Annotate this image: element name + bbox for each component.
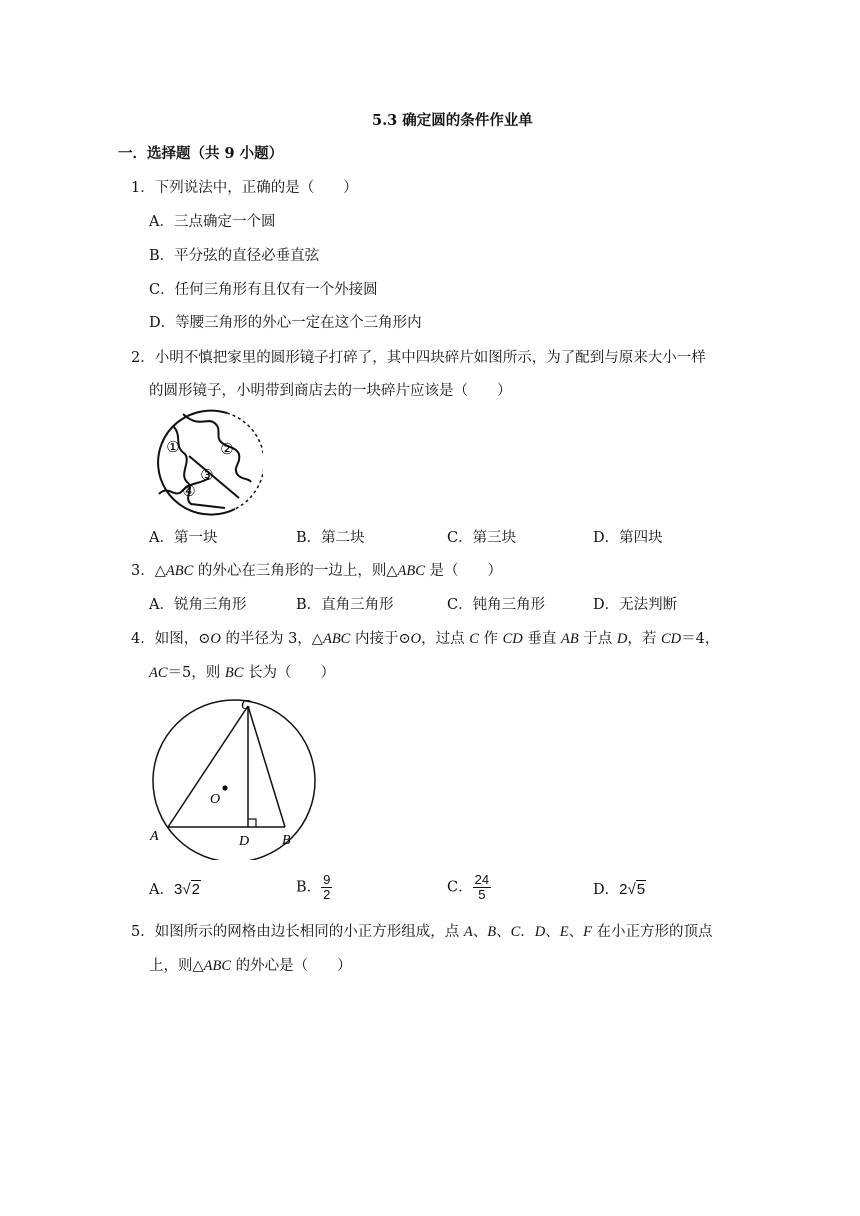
triangle-name: ABC bbox=[165, 563, 194, 579]
text-segment: ，若 bbox=[627, 631, 662, 647]
fragment-label-3: ③ bbox=[200, 468, 214, 484]
text-segment: ＝5，则 bbox=[167, 665, 225, 681]
text-segment: 、 bbox=[472, 924, 488, 940]
text-segment: ． bbox=[520, 924, 535, 940]
label-a: A bbox=[150, 829, 159, 844]
page-title: 5.3 确定圆的条件作业单 bbox=[372, 112, 533, 129]
section-heading: 一．选择题（共 9 小题） bbox=[118, 145, 284, 162]
center-point bbox=[222, 785, 227, 790]
segment-ac bbox=[168, 706, 248, 827]
math-symbol: CD bbox=[661, 631, 682, 647]
question-1-stem: 1．下列说法中，正确的是（ ） bbox=[131, 180, 358, 196]
text-segment: 、 bbox=[496, 924, 511, 940]
option-d-radicand: 5 bbox=[636, 881, 646, 898]
text-segment: ＝4， bbox=[681, 631, 720, 647]
question-2-option-b: B．第二块 bbox=[296, 530, 365, 546]
question-2-stem-line-1: 2．小明不慎把家里的圆形镜子打碎了，其中四块碎片如图所示，为了配到与原来大小一样 bbox=[131, 350, 706, 366]
question-5-stem-line-1 bbox=[131, 922, 713, 942]
text-segment: 4．如图，⊙ bbox=[131, 631, 211, 647]
math-symbol: CD bbox=[502, 631, 523, 647]
math-symbol: O bbox=[210, 631, 221, 647]
option-a-radicand: 2 bbox=[191, 881, 200, 898]
math-symbol: D bbox=[534, 924, 546, 940]
broken-mirror-figure bbox=[143, 408, 263, 518]
option-letter: D． bbox=[593, 882, 620, 898]
math-symbol: C bbox=[510, 924, 521, 940]
question-3-option-c: C．钝角三角形 bbox=[447, 597, 546, 613]
fragment-label-2: ② bbox=[220, 442, 234, 458]
question-3-text-suffix: 是（ ） bbox=[424, 563, 503, 579]
label-o: O bbox=[210, 792, 221, 807]
text-segment: 内接于⊙ bbox=[350, 631, 411, 647]
option-c-fraction bbox=[473, 873, 491, 902]
circumcircle bbox=[153, 700, 315, 860]
question-4-stem-line-2 bbox=[149, 663, 335, 683]
triangle-name: ABC bbox=[397, 563, 425, 579]
question-1-option-c: C．任何三角形有且仅有一个外接圆 bbox=[149, 282, 378, 298]
question-3-option-d: D．无法判断 bbox=[593, 597, 678, 613]
math-symbol: AB bbox=[560, 631, 579, 647]
math-symbol: BC bbox=[224, 665, 244, 681]
text-segment: 的外心是（ ） bbox=[231, 958, 352, 974]
question-3-text-prefix: 3．△ bbox=[131, 563, 166, 579]
math-symbol: O bbox=[410, 631, 422, 647]
circle-triangle-figure bbox=[140, 690, 330, 860]
text-segment: 于点 bbox=[578, 631, 617, 647]
option-b-fraction bbox=[321, 873, 332, 902]
question-3-text-middle: 的外心在三角形的一边上，则△ bbox=[193, 563, 398, 579]
question-2-stem-line-2: 的圆形镜子，小明带到商店去的一块碎片应该是（ ） bbox=[149, 383, 512, 399]
question-2-option-a: A．第一块 bbox=[149, 530, 218, 546]
question-1-option-d: D．等腰三角形的外心一定在这个三角形内 bbox=[149, 315, 422, 331]
question-4-option-d: D．2√5 bbox=[593, 881, 646, 898]
question-4-option-c bbox=[447, 873, 491, 902]
text-segment: 、 bbox=[545, 924, 560, 940]
label-d: D bbox=[239, 834, 250, 849]
option-b-numerator: 9 bbox=[323, 872, 331, 887]
option-a-coefficient: 3 bbox=[173, 881, 183, 898]
math-symbol: A bbox=[463, 924, 473, 940]
text-segment: 的半径为 3，△ bbox=[220, 631, 323, 647]
question-5-stem-line-2 bbox=[149, 956, 352, 976]
question-3-stem bbox=[131, 561, 502, 581]
math-symbol: E bbox=[559, 924, 569, 940]
question-4-stem-line-1 bbox=[131, 629, 719, 649]
option-c-numerator: 24 bbox=[474, 872, 490, 887]
option-letter: A． bbox=[149, 882, 174, 898]
question-1-option-a: A．三点确定一个圆 bbox=[149, 214, 276, 230]
math-symbol: C bbox=[469, 631, 479, 647]
question-2-option-c: C．第三块 bbox=[447, 530, 517, 546]
question-4-option-a: A．3√2 bbox=[149, 881, 200, 898]
option-letter: C． bbox=[447, 879, 473, 896]
fragment-label-1: ① bbox=[166, 440, 180, 456]
text-segment: ，过点 bbox=[421, 631, 470, 647]
question-4-option-b bbox=[296, 873, 332, 902]
question-2-option-d: D．第四块 bbox=[593, 530, 663, 546]
option-d-coefficient: 2 bbox=[619, 881, 628, 898]
question-3-option-a: A．锐角三角形 bbox=[149, 597, 247, 613]
text-segment: 长为（ ） bbox=[243, 665, 336, 681]
option-c-denominator: 5 bbox=[478, 887, 486, 902]
math-symbol: ABC bbox=[203, 958, 232, 974]
math-symbol: F bbox=[583, 924, 592, 940]
math-symbol: B bbox=[487, 924, 497, 940]
option-letter: B． bbox=[296, 879, 322, 896]
text-segment: 垂直 bbox=[522, 631, 561, 647]
label-c: C bbox=[241, 698, 251, 713]
segment-bc bbox=[248, 706, 285, 827]
text-segment: 上，则△ bbox=[149, 958, 204, 974]
text-segment: 5．如图所示的网格由边长相同的小正方形组成，点 bbox=[131, 924, 464, 940]
option-b-denominator: 2 bbox=[323, 887, 331, 902]
math-symbol: AC bbox=[149, 665, 168, 681]
question-1-option-b: B．平分弦的直径必垂直弦 bbox=[149, 248, 320, 264]
question-3-option-b: B．直角三角形 bbox=[296, 597, 394, 613]
text-segment: 作 bbox=[478, 631, 503, 647]
math-symbol: D bbox=[616, 631, 628, 647]
right-angle-mark bbox=[248, 819, 256, 827]
text-segment: 在小正方形的顶点 bbox=[591, 924, 713, 940]
fragment-label-4: ④ bbox=[182, 484, 196, 500]
label-b: B bbox=[282, 833, 291, 848]
math-symbol: ABC bbox=[322, 631, 351, 647]
text-segment: 、 bbox=[568, 924, 584, 940]
